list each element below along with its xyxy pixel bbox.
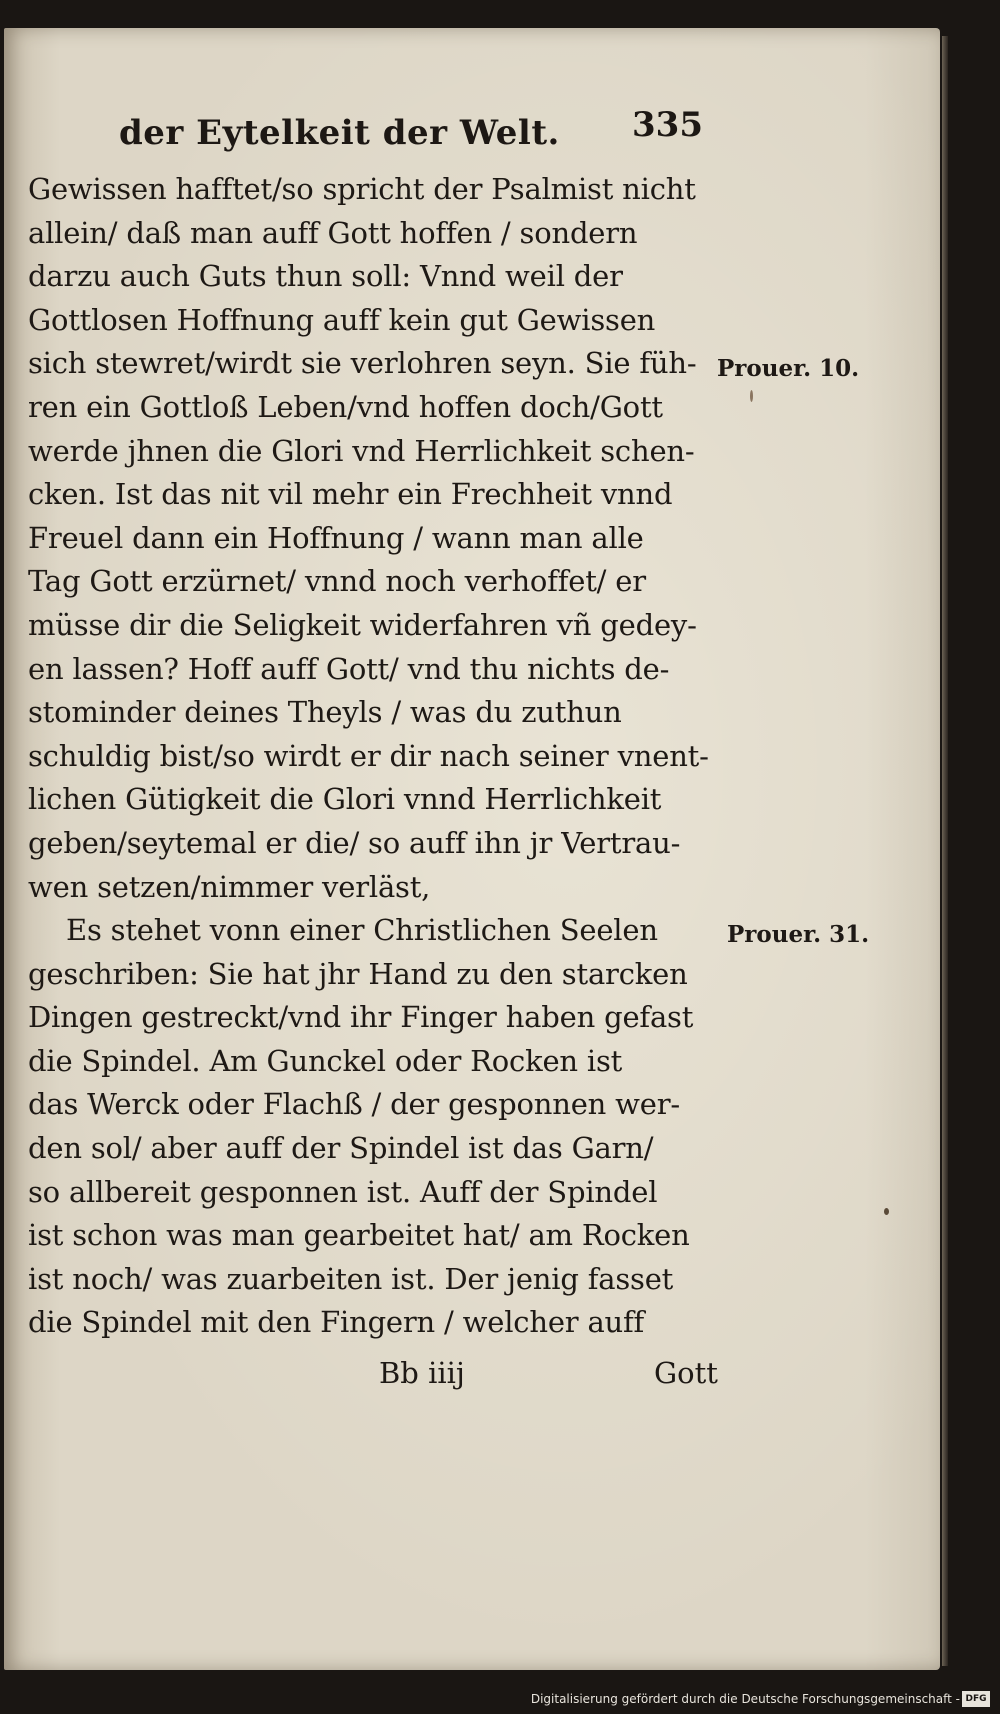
- text-line: cken. Ist das nit vil mehr ein Frechheit vnnd: [28, 477, 673, 512]
- text-line: Dingen gestreckt/vnd ihr Finger haben gefast: [28, 1000, 694, 1035]
- text-line: Es stehet vonn einer Christlichen Seelen: [66, 913, 658, 948]
- text-line: geben/seytemal er die/ so auff ihn jr Vertrau-: [28, 825, 681, 860]
- text-line: darzu auch Guts thun soll: Vnnd weil der: [28, 259, 623, 294]
- text-line: den sol/ aber auff der Spindel ist das Garn/: [28, 1131, 654, 1166]
- text-line: müsse dir die Seligkeit widerfahren vñ gedey-: [28, 607, 697, 642]
- funding-credit: Digitalisierung gefördert durch die Deutsche Forschungsgemeinschaft -: [530, 1692, 960, 1706]
- text-line: sich stewret/wirdt sie verlohren seyn. Sie füh-: [28, 346, 697, 381]
- text-line: wen setzen/nimmer verläst,: [28, 869, 431, 904]
- text-line: lichen Gütigkeit die Glori vnnd Herrlichkeit: [28, 782, 662, 817]
- ink-spot: [884, 1208, 889, 1215]
- text-line: das Werck oder Flachß / der gesponnen wer-: [28, 1087, 681, 1122]
- text-line: allein/ daß man auff Gott hoffen / sondern: [28, 215, 638, 250]
- text-line: Gewissen hafftet/so spricht der Psalmist nicht: [28, 172, 696, 206]
- text-line: ist noch/ was zuarbeiten ist. Der jenig fasset: [28, 1261, 674, 1296]
- digitization-footer: [0, 1688, 1000, 1714]
- signature-mark: Bb iiij: [379, 1356, 465, 1390]
- page-footer-line: [4, 1356, 944, 1402]
- text-line: so allbereit gesponnen ist. Auff der Spindel: [28, 1174, 658, 1209]
- text-line: en lassen? Hoff auff Gott/ vnd thu nichts de-: [28, 651, 670, 686]
- marginal-note-prouer-31: Prouer. 31.: [727, 921, 870, 948]
- running-head: [4, 83, 944, 153]
- running-title: der Eytelkeit der Welt.: [119, 113, 560, 153]
- catchword: Gott: [654, 1356, 718, 1390]
- text-line: ren ein Gottloß Leben/vnd hoffen doch/Gott: [28, 389, 663, 424]
- body-text: [28, 168, 728, 1345]
- text-line: Gottlosen Hoffnung auff kein gut Gewissen: [28, 302, 656, 337]
- text-line: Freuel dann ein Hoffnung / wann man alle: [28, 520, 644, 555]
- text-line: werde jhnen die Glori vnd Herrlichkeit schen-: [28, 433, 695, 468]
- dfg-logo: DFG: [962, 1691, 990, 1707]
- text-line: die Spindel. Am Gunckel oder Rocken ist: [28, 1043, 623, 1078]
- book-page: [4, 28, 940, 1670]
- text-line: stominder deines Theyls / was du zuthun: [28, 695, 622, 730]
- text-line: geschriben: Sie hat jhr Hand zu den starcken: [28, 956, 688, 991]
- text-line: schuldig bist/so wirdt er dir nach seiner vnent-: [28, 738, 709, 773]
- paper-mark: [750, 390, 753, 402]
- marginal-note-prouer-10: Prouer. 10.: [717, 355, 860, 382]
- text-line: Tag Gott erzürnet/ vnnd noch verhoffet/ er: [28, 564, 646, 599]
- text-line: die Spindel mit den Fingern / welcher auff: [28, 1305, 645, 1340]
- page-edge: [942, 36, 948, 1666]
- text-line: ist schon was man gearbeitet hat/ am Rocken: [28, 1218, 690, 1253]
- page-number: 335: [632, 105, 703, 145]
